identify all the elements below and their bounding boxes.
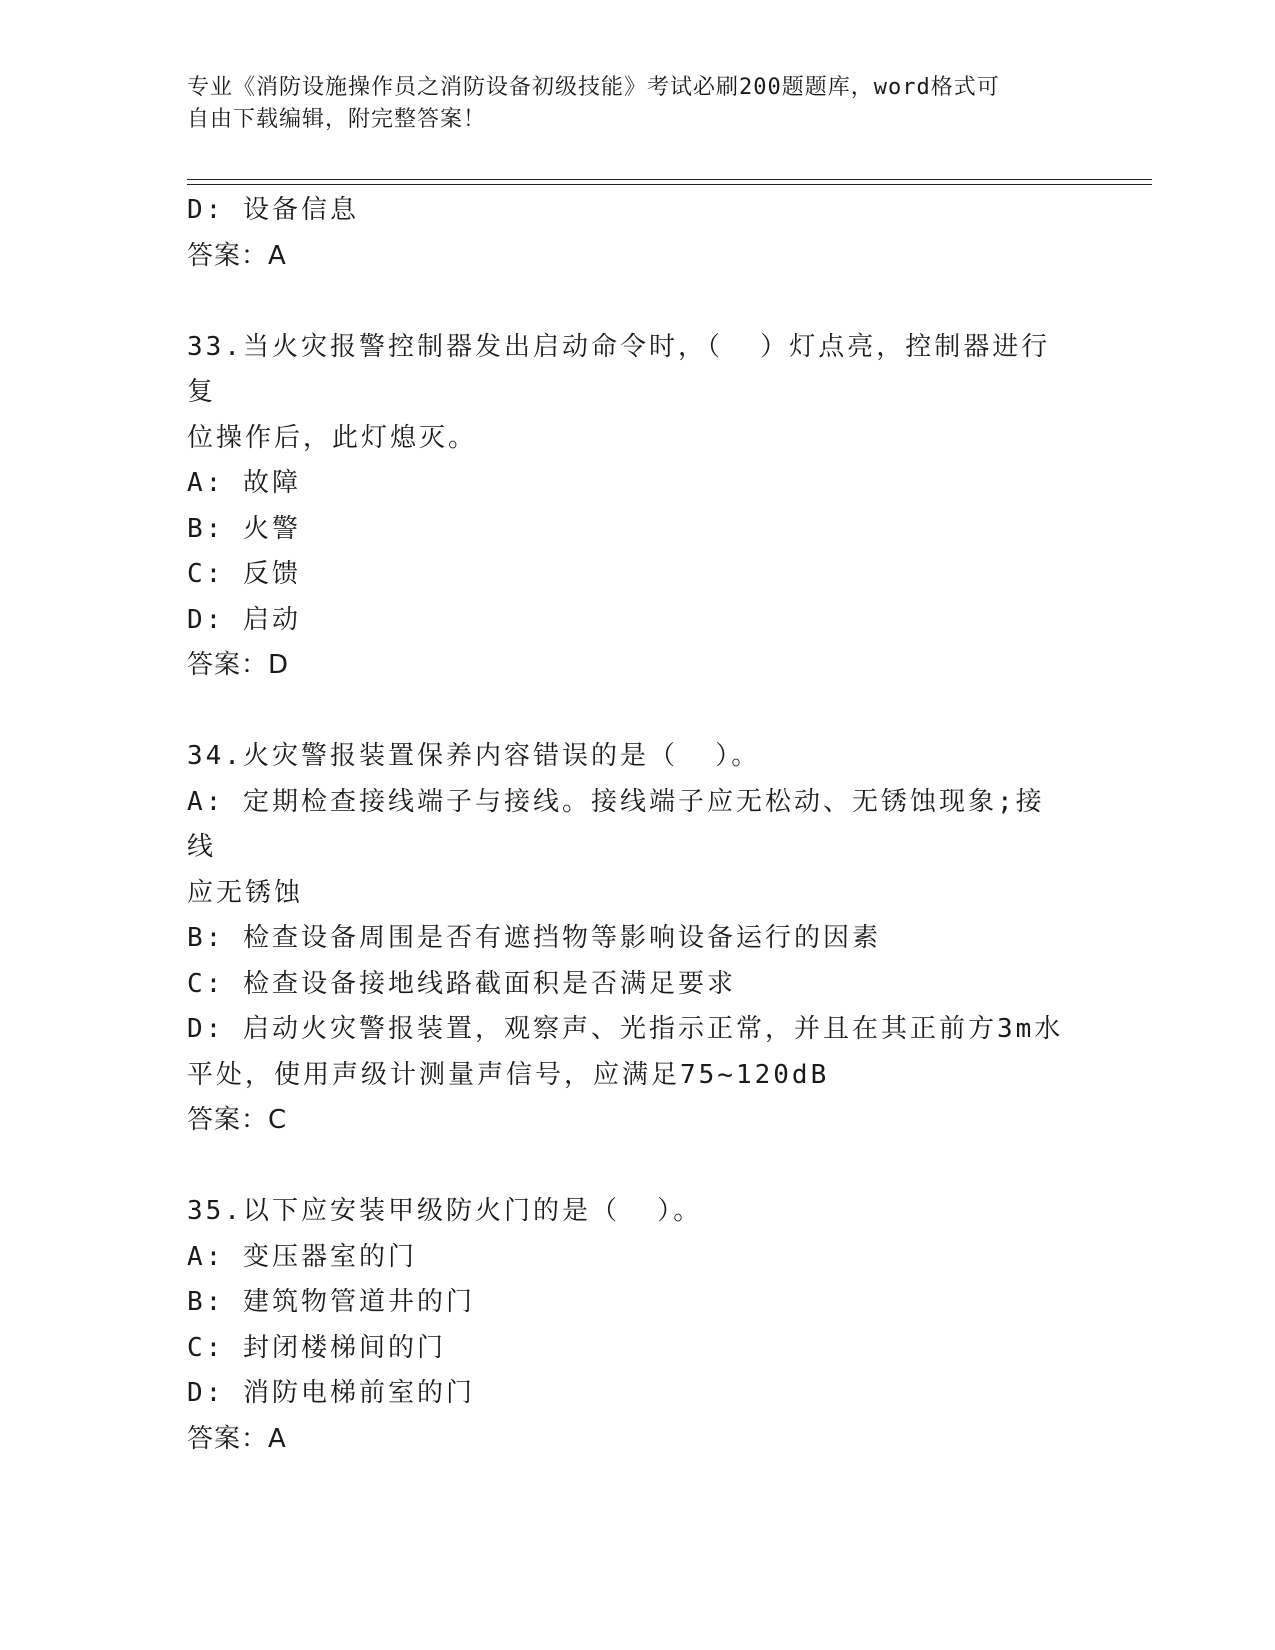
spacer (187, 689, 1067, 735)
option-c: C: 检查设备接地线路截面积是否满足要求 (187, 968, 736, 999)
question-33 (187, 325, 1067, 689)
question-stem: 35.以下应安装甲级防火门的是（ ）。 (187, 1196, 703, 1226)
option-a: A: 变压器室的门 (187, 1241, 417, 1272)
question-35 (187, 1189, 1067, 1462)
spacer (187, 1144, 1067, 1190)
question-34 (187, 734, 1067, 1144)
answer-line: 答案：C (187, 1105, 288, 1135)
option-d: D: 启动 (187, 604, 301, 635)
option-c: C: 反馈 (187, 559, 301, 589)
option-b: B: 火警 (187, 513, 301, 544)
option-c: C: 封闭楼梯间的门 (187, 1332, 446, 1363)
option-d: D: 设备信息 (187, 195, 359, 225)
option-a: A: 故障 (187, 468, 301, 498)
option-d: D: 消防电梯前室的门 (187, 1378, 475, 1408)
option-a-continued: 应无锈蚀 (187, 877, 304, 908)
question-stem-continued: 位操作后，此灯熄灭。 (187, 422, 478, 453)
header-divider-top (187, 179, 1152, 180)
previous-question-tail (187, 188, 1067, 279)
answer-line: 答案：D (187, 650, 290, 680)
header-divider-bottom (187, 184, 1152, 185)
question-stem: 34.火灾警报装置保养内容错误的是（ ）。 (187, 741, 761, 771)
header-line-1: 专业《消防设施操作员之消防设备初级技能》考试必刷200题题库，word格式可 (187, 75, 1000, 100)
option-d-continued: 平处，使用声级计测量声信号，应满足75~120dB (187, 1059, 830, 1090)
document-body (187, 188, 1067, 1462)
document-header (187, 72, 1067, 136)
spacer (187, 279, 1067, 325)
header-line-2: 自由下载编辑，附完整答案！ (187, 107, 487, 132)
answer-line: 答案：A (187, 240, 287, 271)
option-d: D: 启动火灾警报装置，观察声、光指示正常，并且在其正前方3m水 (187, 1014, 1064, 1044)
option-b: B: 检查设备周围是否有遮挡物等影响设备运行的因素 (187, 923, 881, 953)
answer-line: 答案：A (187, 1423, 287, 1454)
option-b: B: 建筑物管道井的门 (187, 1287, 475, 1317)
question-stem: 33.当火灾报警控制器发出启动命令时，（ ）灯点亮，控制器进行复 (187, 331, 1051, 407)
option-a: A: 定期检查接线端子与接线。接线端子应无松动、无锈蚀现象;接线 (187, 786, 1045, 862)
